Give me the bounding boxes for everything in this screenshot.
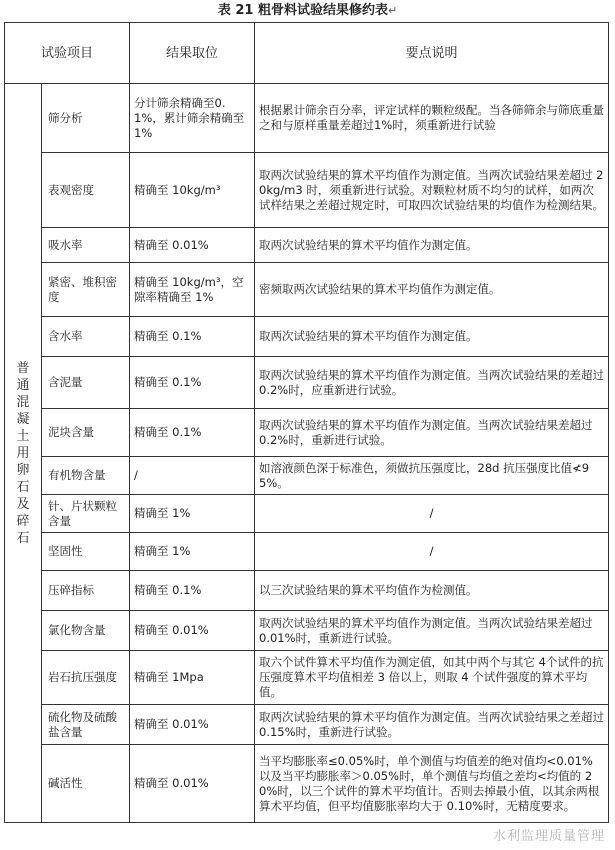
row-item: 氯化物含量 — [42, 611, 130, 651]
row-note: 取两次试验结果的算术平均值作为测定值。 — [255, 317, 609, 357]
table-row — [5, 153, 609, 228]
row-precision: 精确至 0.01% — [130, 705, 255, 745]
row-precision: 精确至 0.1% — [130, 317, 255, 357]
category-cell: 普通混凝土用卵石及碎石 — [5, 84, 42, 823]
row-item: 含泥量 — [42, 357, 130, 409]
row-item: 筛分析 — [42, 84, 130, 153]
row-note: 密频取两次试验结果的算术平均值作为测定值。 — [255, 263, 609, 317]
header-precision: 结果取位 — [130, 23, 255, 84]
row-note: 取六个试件算术平均值作为测定值，如其中两个与其它 4个试件的抗压强度算术平均值相差 3 倍以上，则取 4 个试件强度的算术平均值。 — [255, 651, 609, 705]
table-row — [5, 228, 609, 263]
row-note: 取两次试验结果的算术平均值作为测定值。当两次试验结果差超过 0.2%时，重新进行试验。 — [255, 409, 609, 457]
row-precision: 精确至 10kg/m³，空隙率精确至 1% — [130, 263, 255, 317]
row-item: 针、片状颗粒含量 — [42, 495, 130, 533]
row-note: 取两次试验结果的算术平均值作为测定值。当两次试验结果的差超过 0.2%时，应重新进行试验。 — [255, 357, 609, 409]
row-precision: 精确至 1% — [130, 495, 255, 533]
header-row — [5, 23, 609, 84]
row-note: 取两次试验结果的算术平均值作为测定值。当两次试验结果之差超过 0.15%时，重新进行试验。 — [255, 705, 609, 745]
row-item: 紧密、堆积密度 — [42, 263, 130, 317]
table-row — [5, 571, 609, 611]
row-note: 以三次试验结果的算术平均值作为检测值。 — [255, 571, 609, 611]
table-title: 表 21 粗骨料试验结果修约表↵ — [217, 3, 398, 18]
row-precision: 精确至 0.01% — [130, 745, 255, 823]
row-precision: 精确至 0.1% — [130, 571, 255, 611]
row-note: / — [255, 495, 609, 533]
table-row — [5, 263, 609, 317]
row-item: 岩石抗压强度 — [42, 651, 130, 705]
row-precision: 精确至 0.1% — [130, 357, 255, 409]
table-row — [5, 84, 609, 153]
row-note: / — [255, 533, 609, 571]
table-row — [5, 745, 609, 823]
header-test-item: 试验项目 — [5, 23, 130, 84]
row-item: 坚固性 — [42, 533, 130, 571]
row-item: 碱活性 — [42, 745, 130, 823]
table-row — [5, 317, 609, 357]
row-note: 取两次试验结果的算术平均值作为测定值。当两次试验结果差超过 0.01%时，重新进行试验。 — [255, 611, 609, 651]
table-row — [5, 457, 609, 495]
row-item: 表观密度 — [42, 153, 130, 228]
table-row — [5, 409, 609, 457]
row-note: 如溶液颜色深于标准色，须做抗压强度比，28d 抗压强度比值≮95%。 — [255, 457, 609, 495]
row-precision: 精确至 1% — [130, 533, 255, 571]
row-precision: 精确至 0.1% — [130, 409, 255, 457]
row-item: 硫化物及硫酸盐含量 — [42, 705, 130, 745]
row-item: 有机物含量 — [42, 457, 130, 495]
row-precision: 精确至 1Mpa — [130, 651, 255, 705]
table-row — [5, 611, 609, 651]
row-note: 根据累计筛余百分率，评定试样的颗粒级配。当各筛筛余与筛底重量之和与原样重量差超过1%时，须重新进行试验 — [255, 84, 609, 153]
row-note: 当平均膨胀率≤0.05%时，单个测值与均值差的绝对值均<0.01%以及当平均膨胀率＞0.05%时，单个测值与均值之差均<均值的 20%时，以三个试件的算术平均值计。否则去掉最小值，以其余两根算术平均值，但平均值膨胀率均大于 0.10%时，无精度要求。 — [255, 745, 609, 823]
table-row — [5, 357, 609, 409]
row-note: 取两次试验结果的算术平均值作为测定值。 — [255, 228, 609, 263]
table-row — [5, 651, 609, 705]
table-row — [5, 495, 609, 533]
row-item: 压碎指标 — [42, 571, 130, 611]
row-item: 吸水率 — [42, 228, 130, 263]
aggregate-results-table — [4, 22, 609, 823]
table-row — [5, 705, 609, 745]
watermark: 水利监理质量管理 — [492, 829, 605, 844]
row-precision: / — [130, 457, 255, 495]
row-item: 含水率 — [42, 317, 130, 357]
table-row — [5, 533, 609, 571]
row-item: 泥块含量 — [42, 409, 130, 457]
row-precision: 分计筛余精确至0.1%，累计筛余精确至1% — [130, 84, 255, 153]
row-note: 取两次试验结果的算术平均值作为测定值。当两次试验结果差超过 20kg/m3 时，须重新进行试验。对颗粒材质不均匀的试样，如两次试样结果之差超过规定时，可取四次试验结果的均值作为检测结果。 — [255, 153, 609, 228]
row-precision: 精确至 0.01% — [130, 228, 255, 263]
row-precision: 精确至 10kg/m³ — [130, 153, 255, 228]
header-notes: 要点说明 — [255, 23, 609, 84]
row-precision: 精确至 0.01% — [130, 611, 255, 651]
